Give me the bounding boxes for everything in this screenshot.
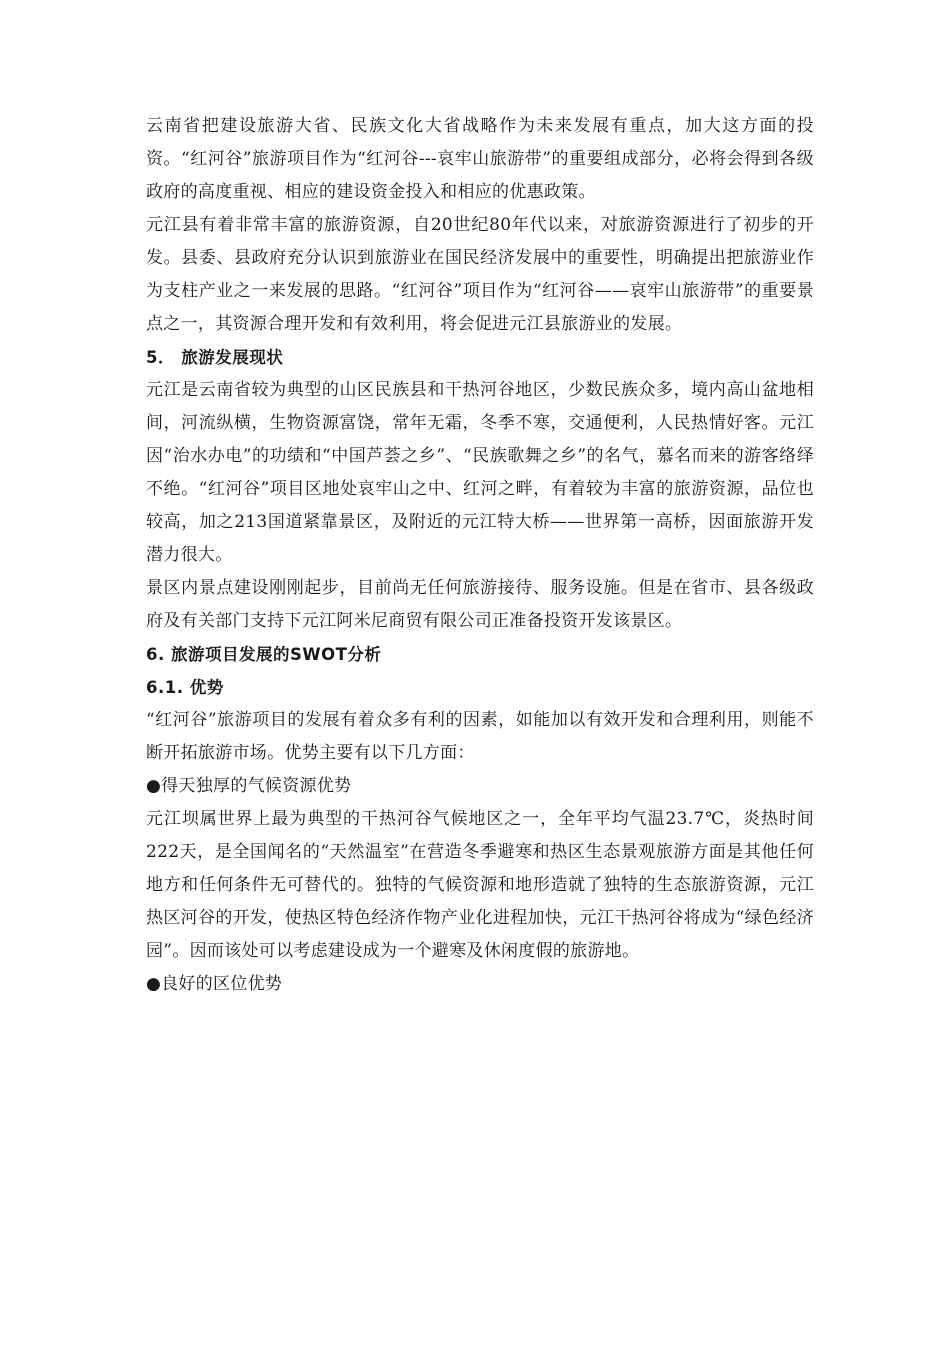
document-body [146, 110, 814, 1001]
bullet-item: ●良好的区位优势 [146, 974, 283, 994]
paragraph: 元江坝属世界上最为典型的干热河谷气候地区之一，全年平均气温23.7℃，炎热时间222天，是全国闻名的“天然温室”在营造冬季避寒和热区生态景观旅游方面是其他任何地方和任何条件无可替代的。独特的气候资源和地形造就了独特的生态旅游资源，元江热区河谷的开发，使热区特色经济作物产业化进程加快，元江干热河谷将成为“绿色经济园”。因而该处可以考虑建设成为一个避寒及休闲度假的旅游地。 [146, 809, 814, 961]
paragraph: 景区内景点建设刚刚起步，目前尚无任何旅游接待、服务设施。但是在省市、县各级政府及有关部门支持下元江阿米尼商贸有限公司正准备投资开发该景区。 [146, 578, 814, 631]
paragraph: 元江是云南省较为典型的山区民族县和干热河谷地区，少数民族众多，境内高山盆地相间，河流纵横，生物资源富饶，常年无霜，冬季不寒，交通便利，人民热情好客。元江因“治水办电”的功绩和“中国芦荟之乡”、“民族歌舞之乡”的名气，慕名而来的游客络绎不绝。“红河谷”项目区地处哀牢山之中、红河之畔，有着较为丰富的旅游资源，品位也较高，加之213国道紧靠景区，及附近的元江特大桥——世界第一高桥，因面旅游开发潜力很大。 [146, 380, 814, 565]
paragraph: 云南省把建设旅游大省、民族文化大省战略作为未来发展有重点，加大这方面的投资。“红河谷”旅游项目作为“红河谷---哀牢山旅游带”的重要组成部分，必将会得到各级政府的高度重视、相应的建设资金投入和相应的优惠政策。 [146, 116, 814, 202]
paragraph: 元江县有着非常丰富的旅游资源，自20世纪80年代以来，对旅游资源进行了初步的开发。县委、县政府充分认识到旅游业在国民经济发展中的重要性，明确提出把旅游业作为支柱产业之一来发展的思路。“红河谷”项目作为“红河谷——哀牢山旅游带”的重要景点之一，其资源合理开发和有效利用，将会促进元江县旅游业的发展。 [146, 215, 814, 334]
section-heading: 6. 旅游项目发展的SWOT分析 [146, 645, 382, 664]
subsection-heading: 6.1. 优势 [146, 678, 224, 697]
section-heading: 5． 旅游发展现状 [146, 348, 284, 367]
bullet-item: ●得天独厚的气候资源优势 [146, 776, 352, 796]
paragraph: “红河谷”旅游项目的发展有着众多有利的因素，如能加以有效开发和合理利用，则能不断开拓旅游市场。优势主要有以下几方面： [146, 710, 814, 763]
